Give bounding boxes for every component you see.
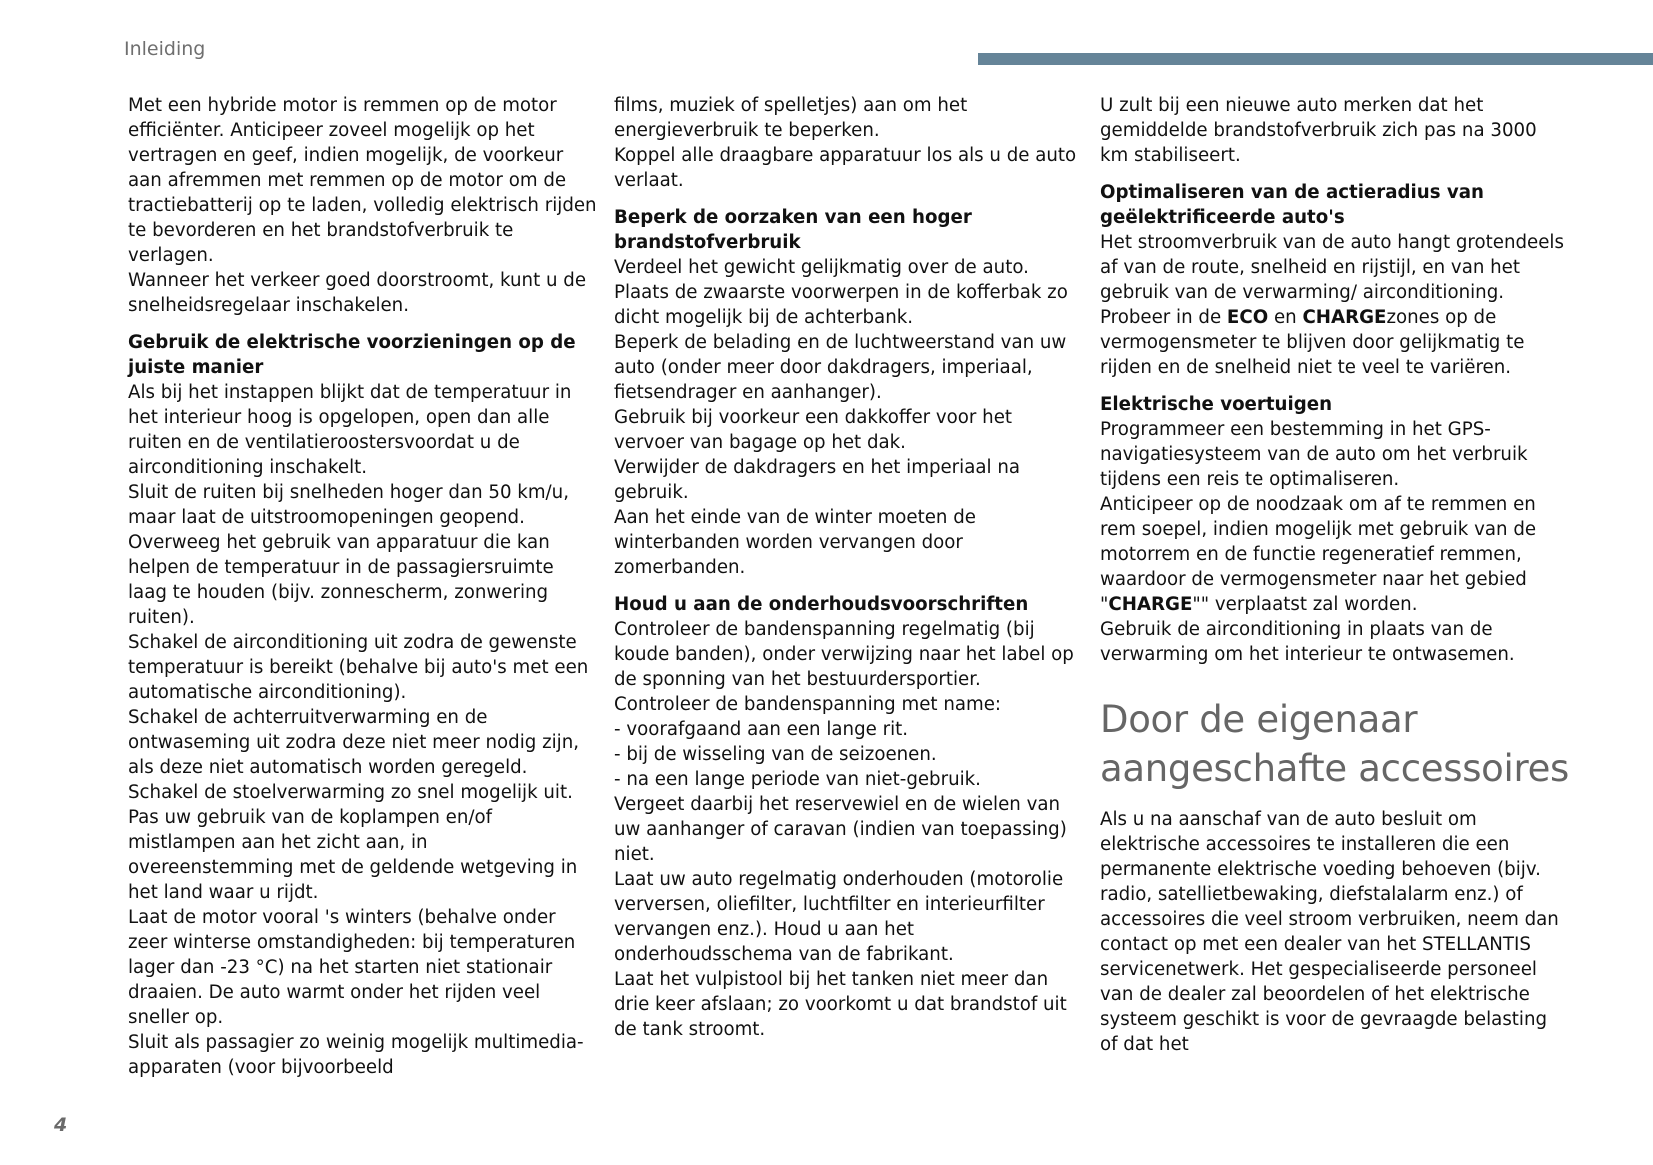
section-heading: Elektrische voertuigen bbox=[1100, 394, 1333, 415]
column-3 bbox=[1100, 93, 1570, 1057]
paragraph: Schakel de stoelverwarming zo snel mogelijk uit. bbox=[128, 782, 573, 803]
list-item: - bij de wisseling van de seizoenen. bbox=[614, 744, 937, 765]
paragraph: Gebruik bij voorkeur een dakkoffer voor het vervoer van bagage op het dak. bbox=[614, 407, 1013, 453]
paragraph bbox=[1100, 305, 1570, 380]
page-number: 4 bbox=[54, 1114, 68, 1136]
paragraph: Het stroomverbruik van de auto hangt grotendeels af van de route, snelheid en rijstijl, en van het gebruik van de verwarming/ airconditioning. bbox=[1100, 232, 1564, 303]
section-heading: Gebruik de elektrische voorzieningen op de juiste manier bbox=[128, 332, 576, 378]
paragraph: Beperk de belading en de luchtweerstand van uw auto (onder meer door dakdragers, imperiaal, fietsendrager en aanhanger). bbox=[614, 332, 1067, 403]
paragraph: Als bij het instappen blijkt dat de temperatuur in het interieur hoog is opgelopen, open dan alle ruiten en de ventilatieroostersvoordat u de airconditioning inschakelt. bbox=[128, 382, 572, 478]
text: Probeer in de bbox=[1100, 307, 1227, 328]
paragraph: Verdeel het gewicht gelijkmatig over de auto. bbox=[614, 257, 1029, 278]
paragraph: Verwijder de dakdragers en het imperiaal na gebruik. bbox=[614, 457, 1021, 503]
text: en bbox=[1268, 307, 1303, 328]
paragraph: Als u na aanschaf van de auto besluit om elektrische accessoires te installeren die een permanente elektrische voeding behoeven (bijv. radio, satellietbewaking, diefstalalarm enz.) of accessoires die veel stroom verbruiken, neem dan contact op met een dealer van het STELLANTIS servicenetwerk. Het gespecialiseerde personeel van de dealer zal beoordelen of het elektrische systeem geschikt is voor de gevraagde belasting of dat het bbox=[1100, 809, 1559, 1055]
text: "" verplaatst zal worden. bbox=[1192, 594, 1418, 615]
paragraph: Aan het einde van de winter moeten de winterbanden worden vervangen door zomerbanden. bbox=[614, 507, 976, 578]
paragraph: Koppel alle draagbare apparatuur los als u de auto verlaat. bbox=[614, 145, 1077, 191]
paragraph: Programmeer een bestemming in het GPS-navigatiesysteem van de auto om het verbruik tijdens een reis te optimaliseren. bbox=[1100, 419, 1528, 490]
header-accent-bar bbox=[978, 53, 1653, 65]
section-heading: Optimaliseren van de actieradius van geëlektrificeerde auto's bbox=[1100, 182, 1484, 228]
paragraph: Controleer de bandenspanning regelmatig (bij koude banden), onder verwijzing naar het label op de sponning van het bestuurdersportier. bbox=[614, 619, 1074, 690]
charge-label: CHARGE bbox=[1108, 594, 1193, 615]
section-heading: Beperk de oorzaken van een hoger brandstofverbruik bbox=[614, 207, 972, 253]
paragraph: Laat het vulpistool bij het tanken niet meer dan drie keer afslaan; zo voorkomt u dat brandstof uit de tank stroomt. bbox=[614, 969, 1067, 1040]
section-heading: Houd u aan de onderhoudsvoorschriften bbox=[614, 594, 1029, 615]
paragraph: Pas uw gebruik van de koplampen en/of mistlampen aan het zicht aan, in overeenstemming met de geldende wetgeving in het land waar u rijdt. bbox=[128, 807, 578, 903]
paragraph: Met een hybride motor is remmen op de motor efficiënter. Anticipeer zoveel mogelijk op het vertragen en geef, indien mogelijk, de voorkeur aan afremmen met remmen op de motor om de tractiebatterij op te laden, volledig elektrisch rijden te bevorderen en het brandstofverbruik te verlagen. bbox=[128, 95, 597, 266]
paragraph: Wanneer het verkeer goed doorstroomt, kunt u de snelheidsregelaar inschakelen. bbox=[128, 270, 587, 316]
list-item: - na een lange periode van niet-gebruik. bbox=[614, 769, 981, 790]
paragraph: Controleer de bandenspanning met name: bbox=[614, 694, 1002, 715]
paragraph: Laat uw auto regelmatig onderhouden (motorolie verversen, oliefilter, luchtfilter en interieurfilter vervangen enz.). Houd u aan het onderhoudsschema van de fabrikant. bbox=[614, 869, 1064, 965]
charge-label: CHARGE bbox=[1302, 307, 1387, 328]
section-header-title: Inleiding bbox=[124, 38, 206, 60]
chapter-title: Door de eigenaar aangeschafte accessoires bbox=[1100, 698, 1570, 790]
text: Anticipeer op de noodzaak om af te remmen en rem soepel, indien mogelijk met gebruik van de motorrem en de functie regeneratief remmen, waardoor de vermogensmeter naar het gebied " bbox=[1100, 494, 1537, 615]
column-2 bbox=[614, 93, 1084, 1042]
paragraph: Schakel de achterruitverwarming en de ontwaseming uit zodra deze niet meer nodig zijn, als deze niet automatisch worden geregeld. bbox=[128, 707, 580, 778]
paragraph: Schakel de airconditioning uit zodra de gewenste temperatuur is bereikt (behalve bij auto's met een automatische airconditioning). bbox=[128, 632, 589, 703]
eco-label: ECO bbox=[1226, 307, 1269, 328]
paragraph: Overweeg het gebruik van apparatuur die kan helpen de temperatuur in de passagiersruimte laag te houden (bijv. zonnescherm, zonwering ruiten). bbox=[128, 532, 554, 628]
paragraph: Gebruik de airconditioning in plaats van de verwarming om het interieur te ontwasemen. bbox=[1100, 619, 1515, 665]
paragraph bbox=[1100, 492, 1570, 617]
paragraph: Vergeet daarbij het reservewiel en de wielen van uw aanhanger of caravan (indien van toepassing) niet. bbox=[614, 794, 1067, 865]
paragraph: films, muziek of spelletjes) aan om het energieverbruik te beperken. bbox=[614, 95, 968, 141]
paragraph: Plaats de zwaarste voorwerpen in de kofferbak zo dicht mogelijk bij de achterbank. bbox=[614, 282, 1068, 328]
text: zones op de vermogensmeter te blijven door gelijkmatig te rijden en de snelheid niet te veel te variëren. bbox=[1100, 307, 1525, 378]
paragraph: Sluit de ruiten bij snelheden hoger dan 50 km/u, maar laat de uitstroomopeningen geopend. bbox=[128, 482, 569, 528]
paragraph: U zult bij een nieuwe auto merken dat het gemiddelde brandstofverbruik zich pas na 3000 km stabiliseert. bbox=[1100, 95, 1537, 166]
list-item: - voorafgaand aan een lange rit. bbox=[614, 719, 909, 740]
column-1 bbox=[128, 93, 598, 1080]
paragraph: Sluit als passagier zo weinig mogelijk multimedia-apparaten (voor bijvoorbeeld bbox=[128, 1032, 584, 1078]
paragraph: Laat de motor vooral 's winters (behalve onder zeer winterse omstandigheden: bij temperaturen lager dan -23 °C) na het starten niet stationair draaien. De auto warmt onder het rijden veel sneller op. bbox=[128, 907, 576, 1028]
